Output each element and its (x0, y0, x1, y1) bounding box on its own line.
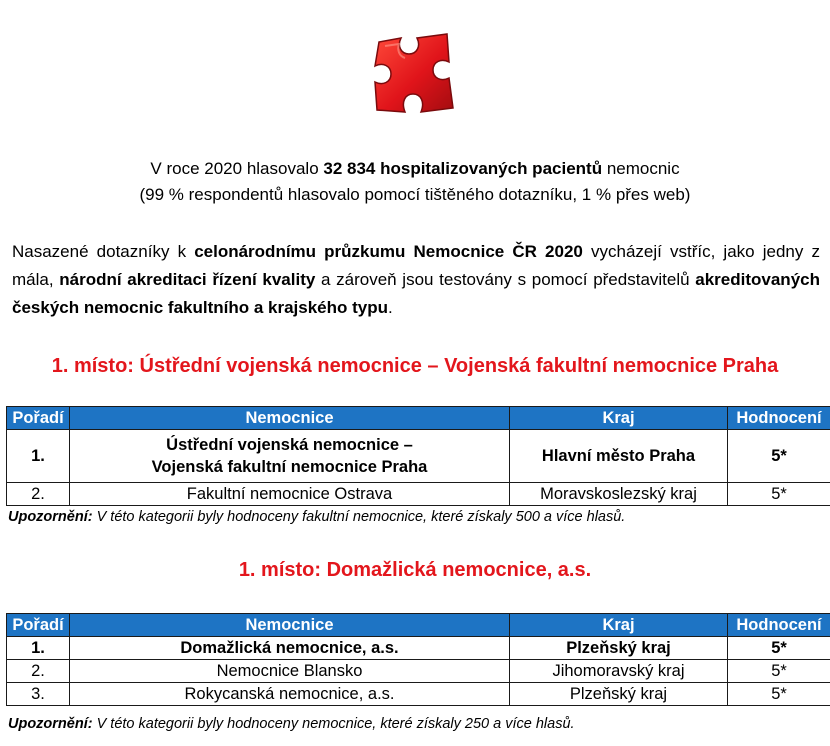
col-rating: Hodnocení (728, 614, 830, 637)
table-row (7, 637, 830, 660)
region-cell: Plzeňský kraj (510, 683, 728, 706)
intro-text-1: Nasazené dotazníky k (12, 242, 195, 261)
votes-method: (99 % respondentů hlasovalo pomocí tištěného dotazníku, 1 % přes web) (139, 185, 691, 204)
region-cell: Plzeňský kraj (510, 637, 728, 660)
rank-cell: 3. (7, 683, 70, 706)
hospital-cell: Nemocnice Blansko (70, 660, 510, 683)
section1-table (6, 406, 830, 506)
col-region: Kraj (510, 407, 728, 430)
intro-bold-1: celonárodnímu průzkumu Nemocnice ČR 2020 (194, 242, 583, 261)
intro-text-2: vycházejí vstříc, jako jedny z mála, (12, 242, 821, 289)
section2-note (8, 716, 575, 732)
table-header (7, 614, 830, 637)
col-hospital: Nemocnice (70, 614, 510, 637)
rank-cell: 1. (7, 637, 70, 660)
table-header (7, 407, 830, 430)
note-label: Upozornění: (8, 716, 93, 732)
table-row (7, 683, 830, 706)
votes-summary-count: 32 834 hospitalizovaných pacientů (323, 159, 603, 178)
table-row (7, 660, 830, 683)
col-rank: Pořadí (7, 407, 70, 430)
rank-cell: 2. (7, 483, 70, 506)
note-text: V této kategorii byly hodnoceny fakultní nemocnice, které získaly 500 a více hlasů. (92, 509, 626, 525)
rank-cell: 1. (7, 430, 70, 483)
note-text: V této kategorii byly hodnoceny nemocnice, které získaly 250 a více hlasů. (92, 716, 575, 732)
col-rating: Hodnocení (728, 407, 830, 430)
col-region: Kraj (510, 614, 728, 637)
note-label: Upozornění: (8, 509, 93, 525)
hospital-name-line1: Ústřední vojenská nemocnice – (166, 436, 413, 454)
rank-cell: 2. (7, 660, 70, 683)
section2-table (6, 613, 830, 706)
intro-bold-3: akreditovaných českých nemocnic fakultního a krajského typu (12, 270, 820, 317)
hospital-name-line2: Vojenská fakultní nemocnice Praha (151, 458, 428, 476)
hospital-cell: Rokycanská nemocnice, a.s. (70, 683, 510, 706)
intro-text-4: . (388, 298, 393, 317)
section2-heading: 1. místo: Domažlická nemocnice, a.s. (238, 559, 592, 581)
region-cell: Hlavní město Praha (510, 430, 728, 483)
hospital-cell: Domažlická nemocnice, a.s. (70, 637, 510, 660)
table-row (7, 483, 830, 506)
puzzle-piece-icon (371, 32, 459, 114)
table-row (7, 430, 830, 483)
intro-bold-2: národní akreditaci řízení kvality (59, 270, 316, 289)
hospital-cell: Fakultní nemocnice Ostrava (70, 483, 510, 506)
hospital-cell (70, 430, 510, 483)
votes-summary (0, 156, 830, 182)
col-rank: Pořadí (7, 614, 70, 637)
col-hospital: Nemocnice (70, 407, 510, 430)
section1-heading: 1. místo: Ústřední vojenská nemocnice – Vojenská fakultní nemocnice Praha (51, 355, 779, 377)
region-cell: Moravskoslezský kraj (510, 483, 728, 506)
intro-paragraph (12, 238, 820, 322)
rating-cell: 5* (728, 637, 830, 660)
votes-summary-pre: V roce 2020 hlasovalo (150, 159, 324, 178)
rating-cell: 5* (728, 660, 830, 683)
section1-note (8, 509, 625, 525)
region-cell: Jihomoravský kraj (510, 660, 728, 683)
rating-cell: 5* (728, 430, 830, 483)
rating-cell: 5* (728, 683, 830, 706)
intro-text-3: a zároveň jsou testovány s pomocí představitelů (315, 270, 696, 289)
votes-summary-post: nemocnic (602, 159, 680, 178)
rating-cell: 5* (728, 483, 830, 506)
